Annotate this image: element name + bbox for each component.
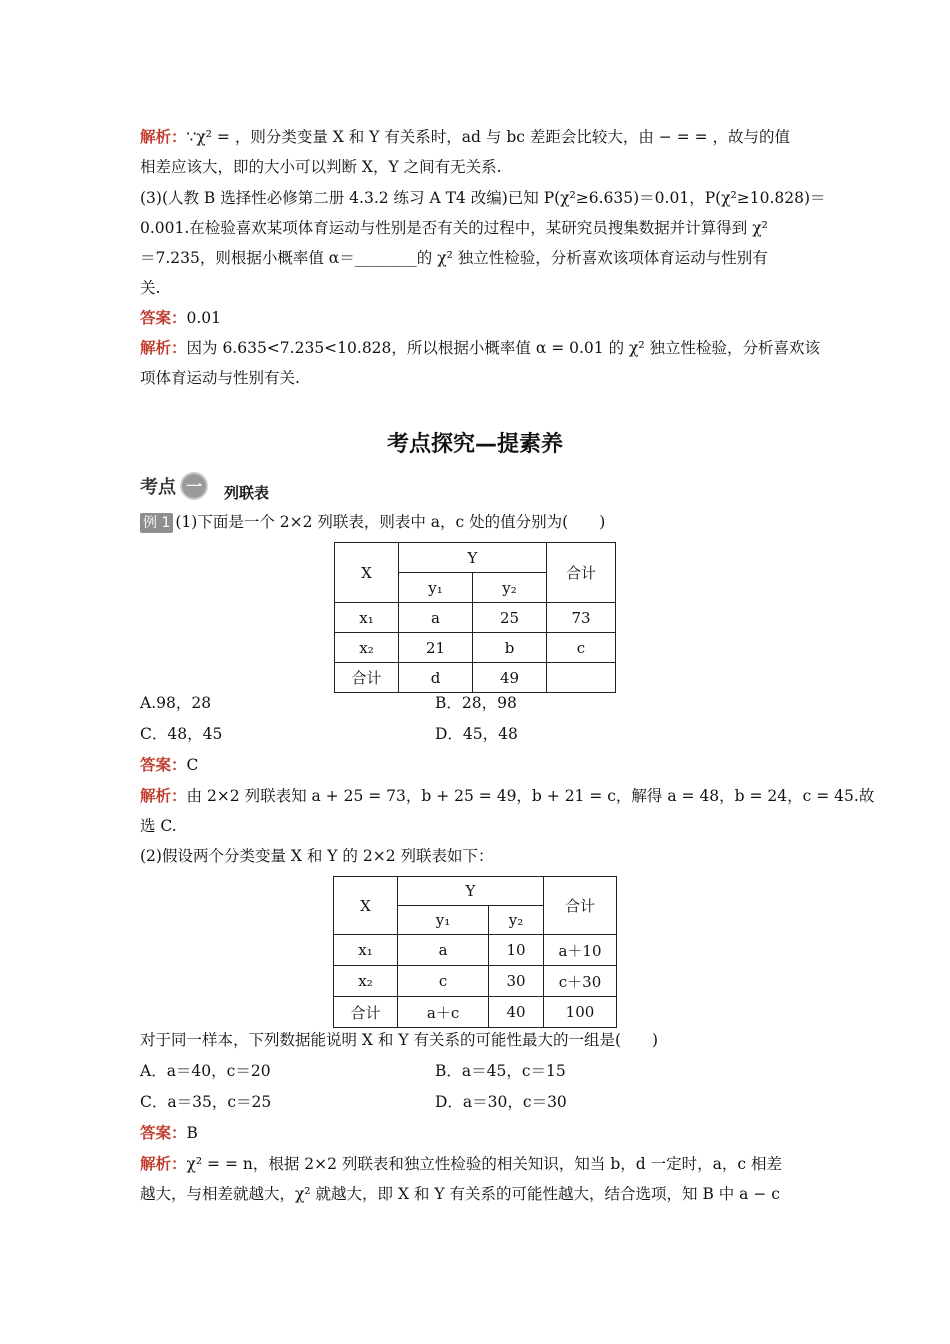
table-header-total: 合计: [544, 877, 617, 935]
analysis-label: 解析：: [140, 127, 187, 146]
q3-line1: (3)(人教 B 选择性必修第二册 4.3.2 练习 A T4 改编)已知 P(χ²≥6.635)＝0.01，P(χ²≥10.828)＝: [140, 189, 826, 207]
answer-value: B: [186, 1124, 198, 1142]
ex1-option-b: B．28，98: [435, 694, 517, 712]
table-cell: 30: [489, 966, 544, 997]
table-cell: 100: [544, 997, 617, 1028]
analysis-label: 解析：: [140, 338, 187, 357]
kaodian-label: 考点: [140, 476, 176, 498]
section-heading: 考点探究—提素养: [386, 432, 563, 457]
table-cell: [547, 663, 616, 693]
ex1-option-c: C．48，45: [140, 725, 223, 743]
table-cell: d: [399, 663, 473, 693]
q3-line4: 关.: [140, 279, 161, 297]
table-sub-y2: y₂: [473, 573, 547, 603]
prev-analysis-line2: 相差应该大，即的大小可以判断 X，Y 之间有无关系.: [140, 158, 502, 176]
answer-value: C: [186, 756, 199, 774]
table-header-total: 合计: [547, 543, 616, 603]
analysis-label: 解析：: [140, 1154, 187, 1173]
table-cell: x₂: [335, 633, 399, 663]
table-cell: 合计: [335, 663, 399, 693]
ex2-option-d: D．a＝30，c＝30: [435, 1093, 567, 1111]
ex2-analysis-line2: 越大，与相差就越大，χ² 就越大，即 X 和 Y 有关系的可能性越大，结合选项，知 B 中 a − c: [140, 1185, 780, 1203]
table-cell: 49: [473, 663, 547, 693]
ex1-answer: [140, 755, 198, 775]
ex2-table: [333, 876, 617, 1028]
ex2-option-a: A．a＝40，c＝20: [140, 1062, 271, 1080]
ex2-option-c: C．a＝35，c＝25: [140, 1093, 272, 1111]
q3-line2: 0.001.在检验喜欢某项体育运动与性别是否有关的过程中，某研究员搜集数据并计算得到 χ²: [140, 219, 768, 237]
prev-analysis-line1: [140, 127, 790, 147]
table-cell: 合计: [334, 997, 398, 1028]
table-cell: c＋30: [544, 966, 617, 997]
q3-analysis-line1: 解析：因为 6.635<7.235<10.828，所以根据小概率值 α = 0.01 的 χ² 独立性检验，分析喜欢该: [140, 338, 821, 357]
answer-value: 0.01: [186, 309, 222, 327]
table-cell: a＋c: [398, 997, 489, 1028]
table-cell: c: [547, 633, 616, 663]
table-cell: a: [398, 935, 489, 966]
ex1-table: [334, 542, 616, 693]
ex1-analysis-line1: 解析：由 2×2 列联表知 a + 25 = 73，b + 25 = 49，b + 21 = c，解得 a = 48，b = 24，c = 45.故: [140, 786, 875, 805]
q3-analysis-line2: 项体育运动与性别有关.: [140, 369, 300, 387]
table-cell: 21: [399, 633, 473, 663]
table-cell: a: [399, 603, 473, 633]
table-header-x: X: [334, 877, 398, 935]
ex2-answer: [140, 1123, 198, 1143]
prev-analysis-text: ∵χ² = ，则分类变量 X 和 Y 有关系时，ad 与 bc 差距会比较大，由 − = = ，故与的值: [186, 128, 791, 146]
table-header-y: Y: [399, 543, 547, 573]
table-cell: 25: [473, 603, 547, 633]
ex2-analysis-line1: 解析：χ² = = n，根据 2×2 列联表和独立性检验的相关知识，知当 b，d 一定时，a，c 相差: [140, 1154, 782, 1173]
ex2-stem: 对于同一样本，下列数据能说明 X 和 Y 有关系的可能性最大的一组是( ): [140, 1031, 659, 1049]
ex1-option-a: A.98，28: [140, 694, 212, 712]
q3-line3: ＝7.235，则根据小概率值 α＝________的 χ² 独立性检验，分析喜欢该项体育运动与性别有: [140, 249, 768, 267]
ex1-option-d: D．45，48: [435, 725, 518, 743]
table-sub-y2: y₂: [489, 906, 544, 935]
table-cell: c: [398, 966, 489, 997]
analysis-label: 解析：: [140, 786, 187, 805]
answer-label: 答案：: [140, 755, 187, 774]
ex1-question: 例 1 (1)下面是一个 2×2 列联表，则表中 a，c 处的值分别为( ): [140, 512, 605, 533]
table-header-y: Y: [398, 877, 544, 906]
ex1-analysis-line2: 选 C.: [140, 817, 177, 835]
example-badge: 例 1: [140, 513, 173, 533]
table-sub-y1: y₁: [399, 573, 473, 603]
table-cell: 40: [489, 997, 544, 1028]
ex2-question: (2)假设两个分类变量 X 和 Y 的 2×2 列联表如下：: [140, 847, 494, 865]
answer-label: 答案：: [140, 308, 187, 327]
table-cell: x₁: [335, 603, 399, 633]
table-cell: b: [473, 633, 547, 663]
q3-answer: [140, 308, 221, 328]
table-cell: x₂: [334, 966, 398, 997]
ex2-option-b: B．a＝45，c＝15: [435, 1062, 566, 1080]
table-cell: 10: [489, 935, 544, 966]
answer-label: 答案：: [140, 1123, 187, 1142]
kaodian-title: 列联表: [224, 484, 270, 502]
table-cell: a＋10: [544, 935, 617, 966]
table-sub-y1: y₁: [398, 906, 489, 935]
table-cell: x₁: [334, 935, 398, 966]
kaodian-number: 一: [180, 472, 208, 500]
table-cell: 73: [547, 603, 616, 633]
kaodian-header: [140, 468, 269, 503]
table-header-x: X: [335, 543, 399, 603]
